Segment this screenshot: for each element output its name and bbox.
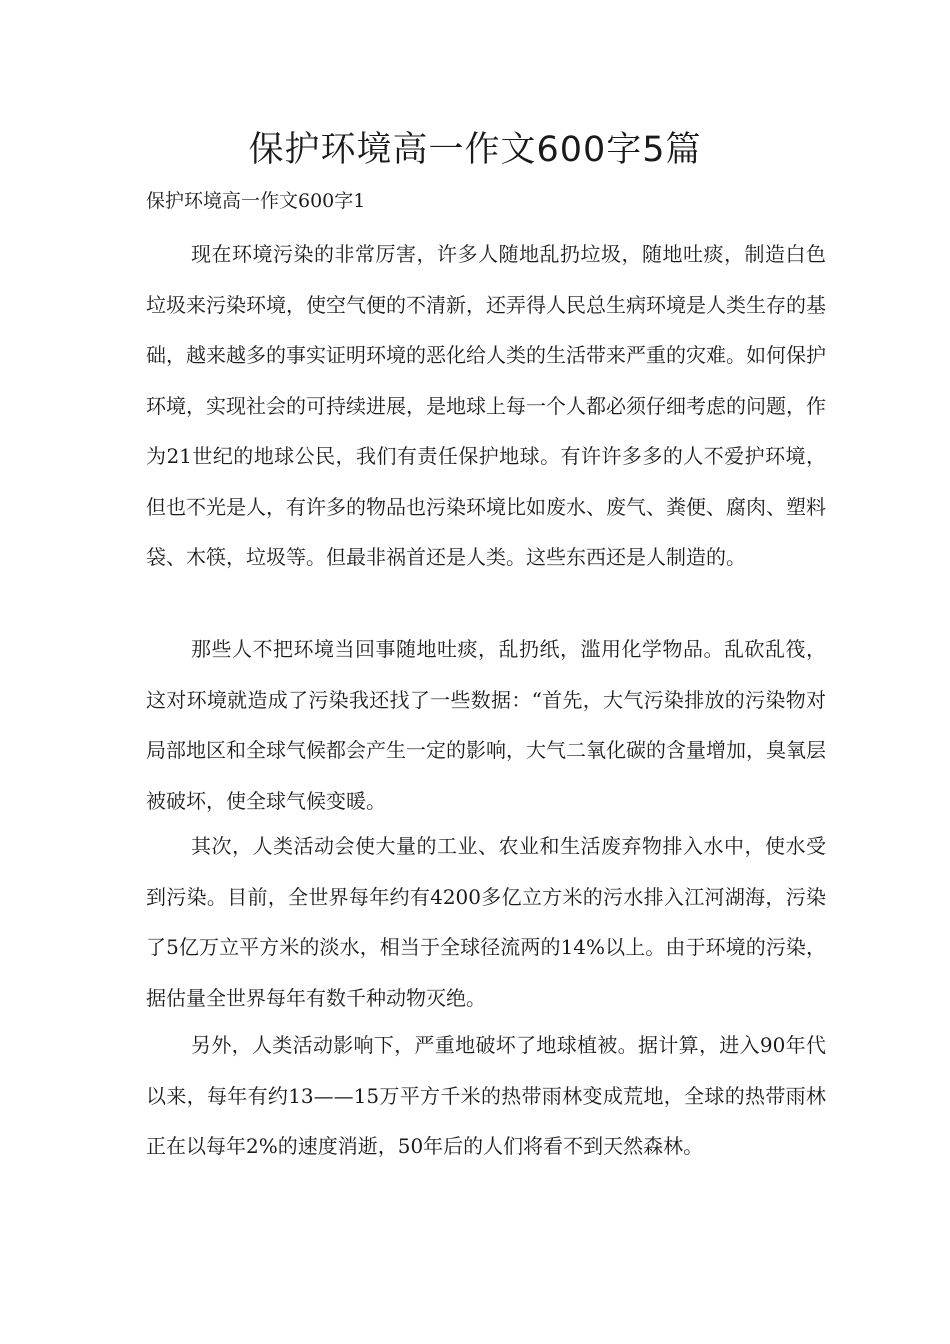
paragraph-1: 现在环境污染的非常厉害，许多人随地乱扔垃圾，随地吐痰，制造白色垃圾来污染环境，使空气便的不清新，还弄得人民总生病环境是人类生存的基础，越来越多的事实证明环境的恶化给人类的生活带来严重的灾难。如何保护环境，实现社会的可持续进展，是地球上每一个人都必须仔细考虑的问题，作为21世纪的地球公民，我们有责任保护地球。有许许多多的人不爱护环境，但也不光是人，有许多的物品也污染环境比如废水、废气、粪便、腐肉、塑料袋、木筷，垃圾等。但最非祸首还是人类。这些东西还是人制造的。 xyxy=(146,242,826,569)
paragraph-2: 那些人不把环境当回事随地吐痰，乱扔纸，滥用化学物品。乱砍乱筏，这对环境就造成了污染我还找了一些数据：“首先，大气污染排放的污染物对局部地区和全球气候都会产生一定的影响，大气二氧化碳的含量增加，臭氧层被破坏，使全球气候变暖。 xyxy=(146,637,826,813)
document-title: 保护环境高一作文600字5篇 xyxy=(248,130,702,170)
paragraph-3: 其次，人类活动会使大量的工业、农业和生活废弃物排入水中，使水受到污染。目前，全世界每年约有4200多亿立方米的污水排入江河湖海，污染了5亿万立平方米的淡水，相当于全球径流两的14%以上。由于环境的污染，据估量全世界每年有数千种动物灭绝。 xyxy=(146,834,826,1010)
essay-heading: 保护环境高一作文600字1 xyxy=(146,190,366,212)
paragraph-4: 另外，人类活动影响下，严重地破坏了地球植被。据计算，进入90年代以来，每年有约13——15万平方千米的热带雨林变成荒地，全球的热带雨林正在以每年2%的速度消逝，50年后的人们将看不到天然森林。 xyxy=(146,1033,826,1158)
